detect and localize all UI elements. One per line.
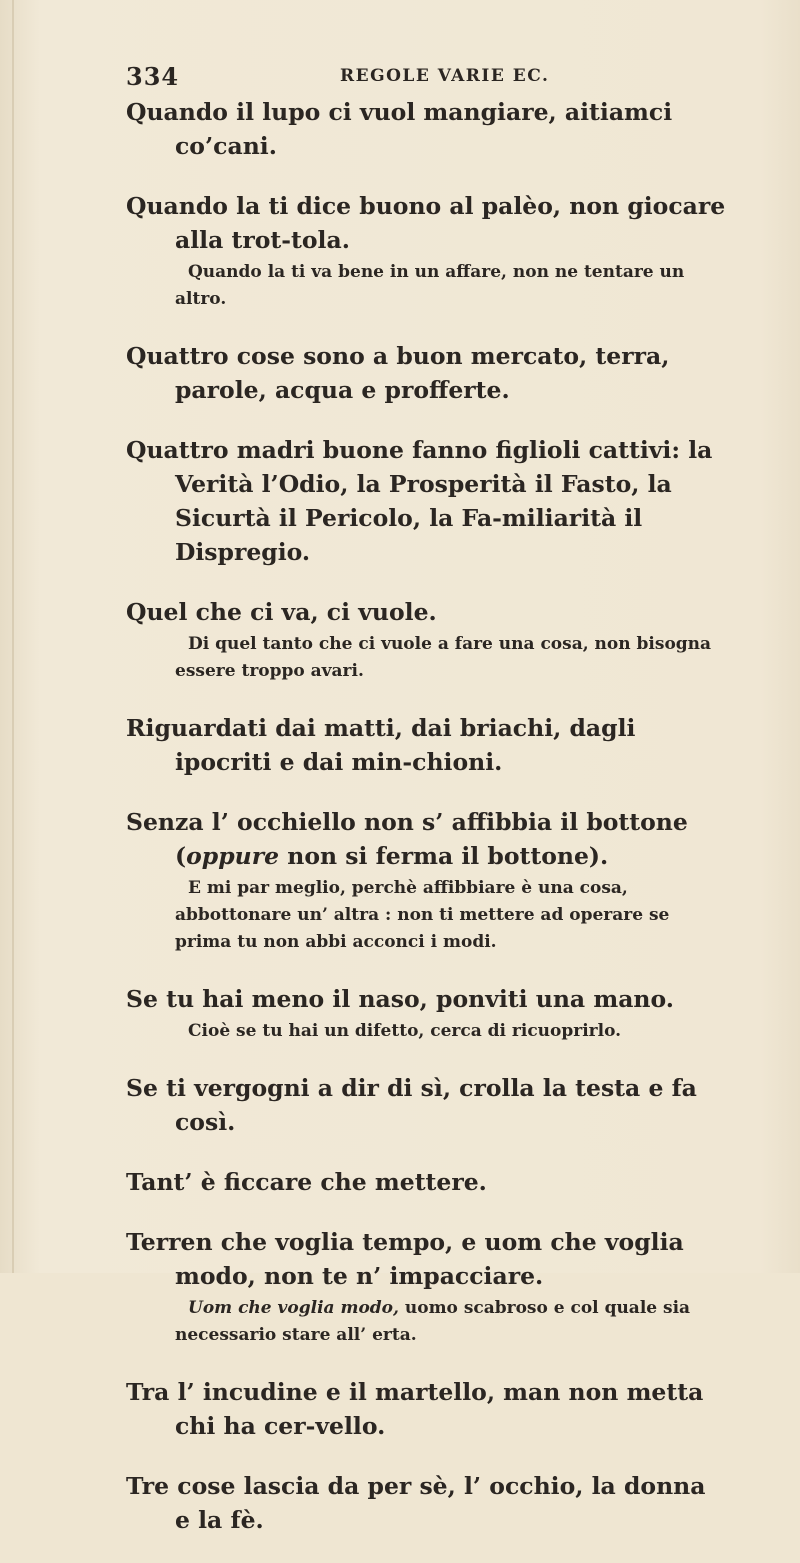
list-item bbox=[126, 1165, 726, 1199]
proverb-text: Quando la ti dice buono al palèo, non giocare alla trot-tola. bbox=[126, 192, 726, 254]
proverb-text: Quattro madri buone fanno figlioli cattivi: la Verità l’Odio, la Prosperità il Fasto, la Sicurtà il Pericolo, la Fa-miliarità il Dispregio. bbox=[126, 436, 713, 566]
proverb-text-part: non si ferma il bottone). bbox=[279, 842, 609, 870]
proverb-gloss: Quando la ti va bene in un affare, non ne tentare un altro. bbox=[175, 262, 685, 309]
proverb-text-part: Senza l’ occhiello non s’ affibbia il bottone ( bbox=[126, 808, 688, 870]
list-item bbox=[126, 433, 726, 569]
proverb-text: Terren che voglia tempo, e uom che voglia modo, non te n’ impacciare. bbox=[126, 1228, 684, 1290]
list-item bbox=[126, 805, 726, 956]
list-item bbox=[126, 1469, 726, 1537]
list-item bbox=[126, 711, 726, 779]
gloss-text-part: uomo scabroso e col quale sia necessario stare all’ erta. bbox=[175, 1298, 691, 1345]
proverb-text: Tra l’ incudine e il martello, man non metta chi ha cer-vello. bbox=[126, 1378, 704, 1440]
proverb-variant-marker: oppure bbox=[186, 842, 280, 870]
page-edge bbox=[12, 0, 14, 1273]
proverb-text: Se tu hai meno il naso, ponviti una mano. bbox=[126, 985, 674, 1013]
list-item bbox=[126, 189, 726, 313]
proverb-gloss bbox=[126, 1295, 726, 1349]
proverb-text: Quattro cose sono a buon mercato, terra, parole, acqua e profferte. bbox=[126, 342, 670, 404]
proverb-gloss: Cioè se tu hai un difetto, cerca di ricuoprirlo. bbox=[188, 1021, 622, 1041]
proverb-text: Se ti vergogni a dir di sì, crolla la testa e fa così. bbox=[126, 1074, 697, 1136]
proverb-text: Tant’ è ficcare che mettere. bbox=[126, 1168, 487, 1196]
proverb-text bbox=[126, 805, 726, 873]
list-item bbox=[126, 1071, 726, 1139]
proverb-text: Riguardati dai matti, dai briachi, dagli ipocriti e dai min-chioni. bbox=[126, 714, 636, 776]
page-number: 334 bbox=[126, 62, 180, 91]
list-item bbox=[126, 982, 726, 1045]
proverb-gloss: E mi par meglio, perchè affibbiare è una cosa, abbottonare un’ altra : non ti mettere ad operare se prima tu non abbi acconci i modi. bbox=[175, 878, 670, 952]
list-item bbox=[126, 95, 726, 163]
list-item bbox=[126, 595, 726, 685]
running-head: REGOLE VARIE EC. bbox=[340, 66, 550, 86]
proverb-text: Quando il lupo ci vuol mangiare, aitiamci co’cani. bbox=[126, 98, 673, 160]
list-item bbox=[126, 339, 726, 407]
proverb-list bbox=[126, 95, 726, 1563]
list-item bbox=[126, 1225, 726, 1349]
list-item bbox=[126, 1375, 726, 1443]
proverb-gloss: Di quel tanto che ci vuole a fare una cosa, non bisogna essere troppo avari. bbox=[175, 634, 712, 681]
proverb-text: Quel che ci va, ci vuole. bbox=[126, 598, 437, 626]
proverb-text: Tre cose lascia da per sè, l’ occhio, la donna e la fè. bbox=[126, 1472, 706, 1534]
gloss-term: Uom che voglia modo, bbox=[188, 1298, 399, 1318]
page-header bbox=[126, 62, 716, 94]
